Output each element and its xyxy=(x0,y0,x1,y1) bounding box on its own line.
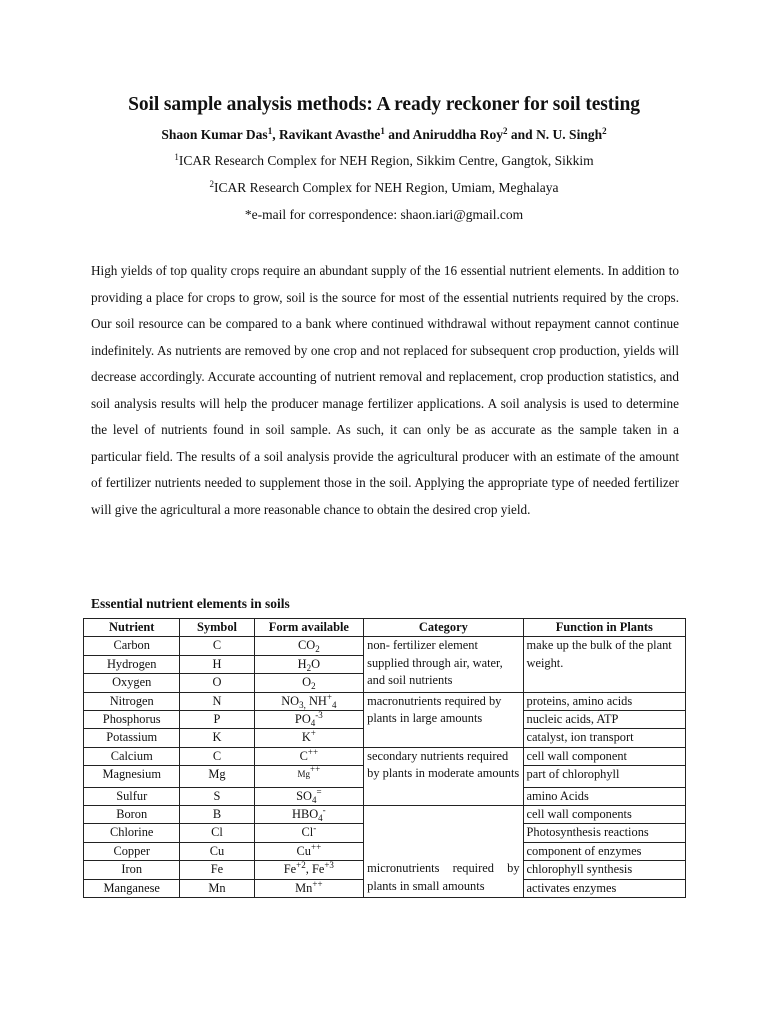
function-cell: cell wall components xyxy=(523,806,685,824)
affiliation-text: ICAR Research Complex for NEH Region, Umiam, Meghalaya xyxy=(213,180,559,195)
affiliation xyxy=(0,180,768,196)
table-row xyxy=(84,637,686,655)
column-header: Form available xyxy=(254,619,364,637)
symbol-cell: S xyxy=(180,787,254,805)
affiliation-text: ICAR Research Complex for NEH Region, Sikkim Centre, Gangtok, Sikkim xyxy=(178,153,594,168)
table-header-row xyxy=(84,619,686,637)
function-cell: proteins, amino acids xyxy=(523,692,685,710)
symbol-cell: H xyxy=(180,655,254,673)
form-cell: Mn++ xyxy=(254,879,364,897)
function-cell: make up the bulk of the plant weight. xyxy=(523,637,685,692)
form-cell: $Fe^{+2}$, $Fe^{+3}$ xyxy=(254,861,364,879)
category-cell xyxy=(364,806,523,898)
function-cell: nucleic acids, ATP xyxy=(523,711,685,729)
nutrient-table xyxy=(83,618,686,898)
paper-title: Soil sample analysis methods: A ready reckoner for soil testing xyxy=(128,94,640,115)
nutrient-cell: Hydrogen xyxy=(84,655,180,673)
form-cell: C++ xyxy=(254,747,364,765)
table-row xyxy=(84,692,686,710)
column-header: Category xyxy=(364,619,523,637)
symbol-cell: P xyxy=(180,711,254,729)
nutrient-cell: Carbon xyxy=(84,637,180,655)
function-cell: component of enzymes xyxy=(523,842,685,860)
table-caption: Essential nutrient elements in soils xyxy=(91,596,290,611)
correspondence-email: *e-mail for correspondence: shaon.iari@gmail.com xyxy=(244,207,524,222)
category-cell: non- fertilizer element supplied through air, water, and soil nutrients xyxy=(364,637,523,692)
category-text: micronutrients required by plants in small amounts xyxy=(367,861,520,893)
form-cell: Mg++ xyxy=(254,766,364,787)
category-cell: secondary nutrients required by plants in moderate amounts xyxy=(364,747,523,805)
nutrient-cell: Chlorine xyxy=(84,824,180,842)
nutrient-cell: Phosphorus xyxy=(84,711,180,729)
symbol-cell: B xyxy=(180,806,254,824)
table-row xyxy=(84,806,686,824)
nutrient-cell: Oxygen xyxy=(84,674,180,692)
form-cell: $H_2O$ xyxy=(254,655,364,673)
symbol-cell: C xyxy=(180,747,254,765)
form-cell: $PO_4^{-3}$ xyxy=(254,711,364,729)
form-cell: $NO_{3,}$ $NH^+_4$ xyxy=(254,692,364,710)
author-affiliation-mark: 1 xyxy=(267,126,273,136)
function-cell: activates enzymes xyxy=(523,879,685,897)
author-name: Shaon Kumar Das xyxy=(161,127,268,142)
symbol-cell: Fe xyxy=(180,861,254,879)
author-affiliation-mark: 2 xyxy=(503,126,508,136)
symbol-cell: O xyxy=(180,674,254,692)
symbol-cell: K xyxy=(180,729,254,747)
abstract-paragraph: High yields of top quality crops require an abundant supply of the 16 essential nutrient elements. In addition to providing a place for crops to grow, soil is the source for most of the essential nutrients required by the crops. Our soil resource can be compared to a bank where continued withdrawal without repayment cannot continue indefinitely. As nutrients are removed by one crop and not replaced for subsequent crop production, yields will decrease accordingly. Accurate accounting of nutrient removal and replacement, crop production statistics, and soil analysis results will help the producer manage fertilizer applications. A soil analysis is used to determine the level of nutrients found in soil sample. As such, it can only be as accurate as the sample taken in a particular field. The results of a soil analysis provide the agricultural producer with an estimate of the amount of fertilizer nutrients needed to supplement those in the soil. Applying the appropriate type of needed fertilizer will give the agricultural a more reasonable chance to obtain the desired crop yield. xyxy=(91,263,679,517)
author-list: Shaon Kumar Das$^1$, Ravikant Avasthe$^1$ and Aniruddha Roy$^2$ and N. U. Singh$^2$ xyxy=(161,126,607,142)
symbol-cell: Mn xyxy=(180,879,254,897)
function-cell: cell wall component xyxy=(523,747,685,765)
nutrient-cell: Iron xyxy=(84,861,180,879)
author-name: N. U. Singh xyxy=(536,127,603,142)
affiliation-number: 1 xyxy=(174,152,179,162)
form-cell: $HBO_4^-$ xyxy=(254,806,364,824)
column-header: Nutrient xyxy=(84,619,180,637)
function-cell: part of chlorophyll xyxy=(523,766,685,787)
column-header: Symbol xyxy=(180,619,254,637)
table-row xyxy=(84,747,686,765)
nutrient-cell: Calcium xyxy=(84,747,180,765)
nutrient-cell: Nitrogen xyxy=(84,692,180,710)
function-cell: Photosynthesis reactions xyxy=(523,824,685,842)
symbol-cell: Mg xyxy=(180,766,254,787)
nutrient-cell: Potassium xyxy=(84,729,180,747)
nutrient-cell: Copper xyxy=(84,842,180,860)
affiliation-number: 2 xyxy=(209,179,214,189)
nutrient-cell: Magnesium xyxy=(84,766,180,787)
symbol-cell: Cl xyxy=(180,824,254,842)
function-cell: chlorophyll synthesis xyxy=(523,861,685,879)
form-cell: K+ xyxy=(254,729,364,747)
author-name: Aniruddha Roy xyxy=(412,127,504,142)
function-cell: amino Acids xyxy=(523,787,685,805)
nutrient-cell: Sulfur xyxy=(84,787,180,805)
form-cell: Cu++ xyxy=(254,842,364,860)
form-cell: $CO_2$ xyxy=(254,637,364,655)
author-affiliation-mark: 1 xyxy=(380,126,385,136)
symbol-cell: C xyxy=(180,637,254,655)
form-cell: Cl- xyxy=(254,824,364,842)
symbol-cell: N xyxy=(180,692,254,710)
affiliation xyxy=(0,153,768,169)
symbol-cell: Cu xyxy=(180,842,254,860)
author-affiliation-mark: 2 xyxy=(602,126,607,136)
nutrient-cell: Manganese xyxy=(84,879,180,897)
column-header: Function in Plants xyxy=(523,619,685,637)
nutrient-cell: Boron xyxy=(84,806,180,824)
form-cell: $O_2$ xyxy=(254,674,364,692)
category-cell: macronutrients required by plants in large amounts xyxy=(364,692,523,747)
form-cell: $SO_4^=$ xyxy=(254,787,364,805)
author-name: Ravikant Avasthe xyxy=(278,127,381,142)
function-cell: catalyst, ion transport xyxy=(523,729,685,747)
